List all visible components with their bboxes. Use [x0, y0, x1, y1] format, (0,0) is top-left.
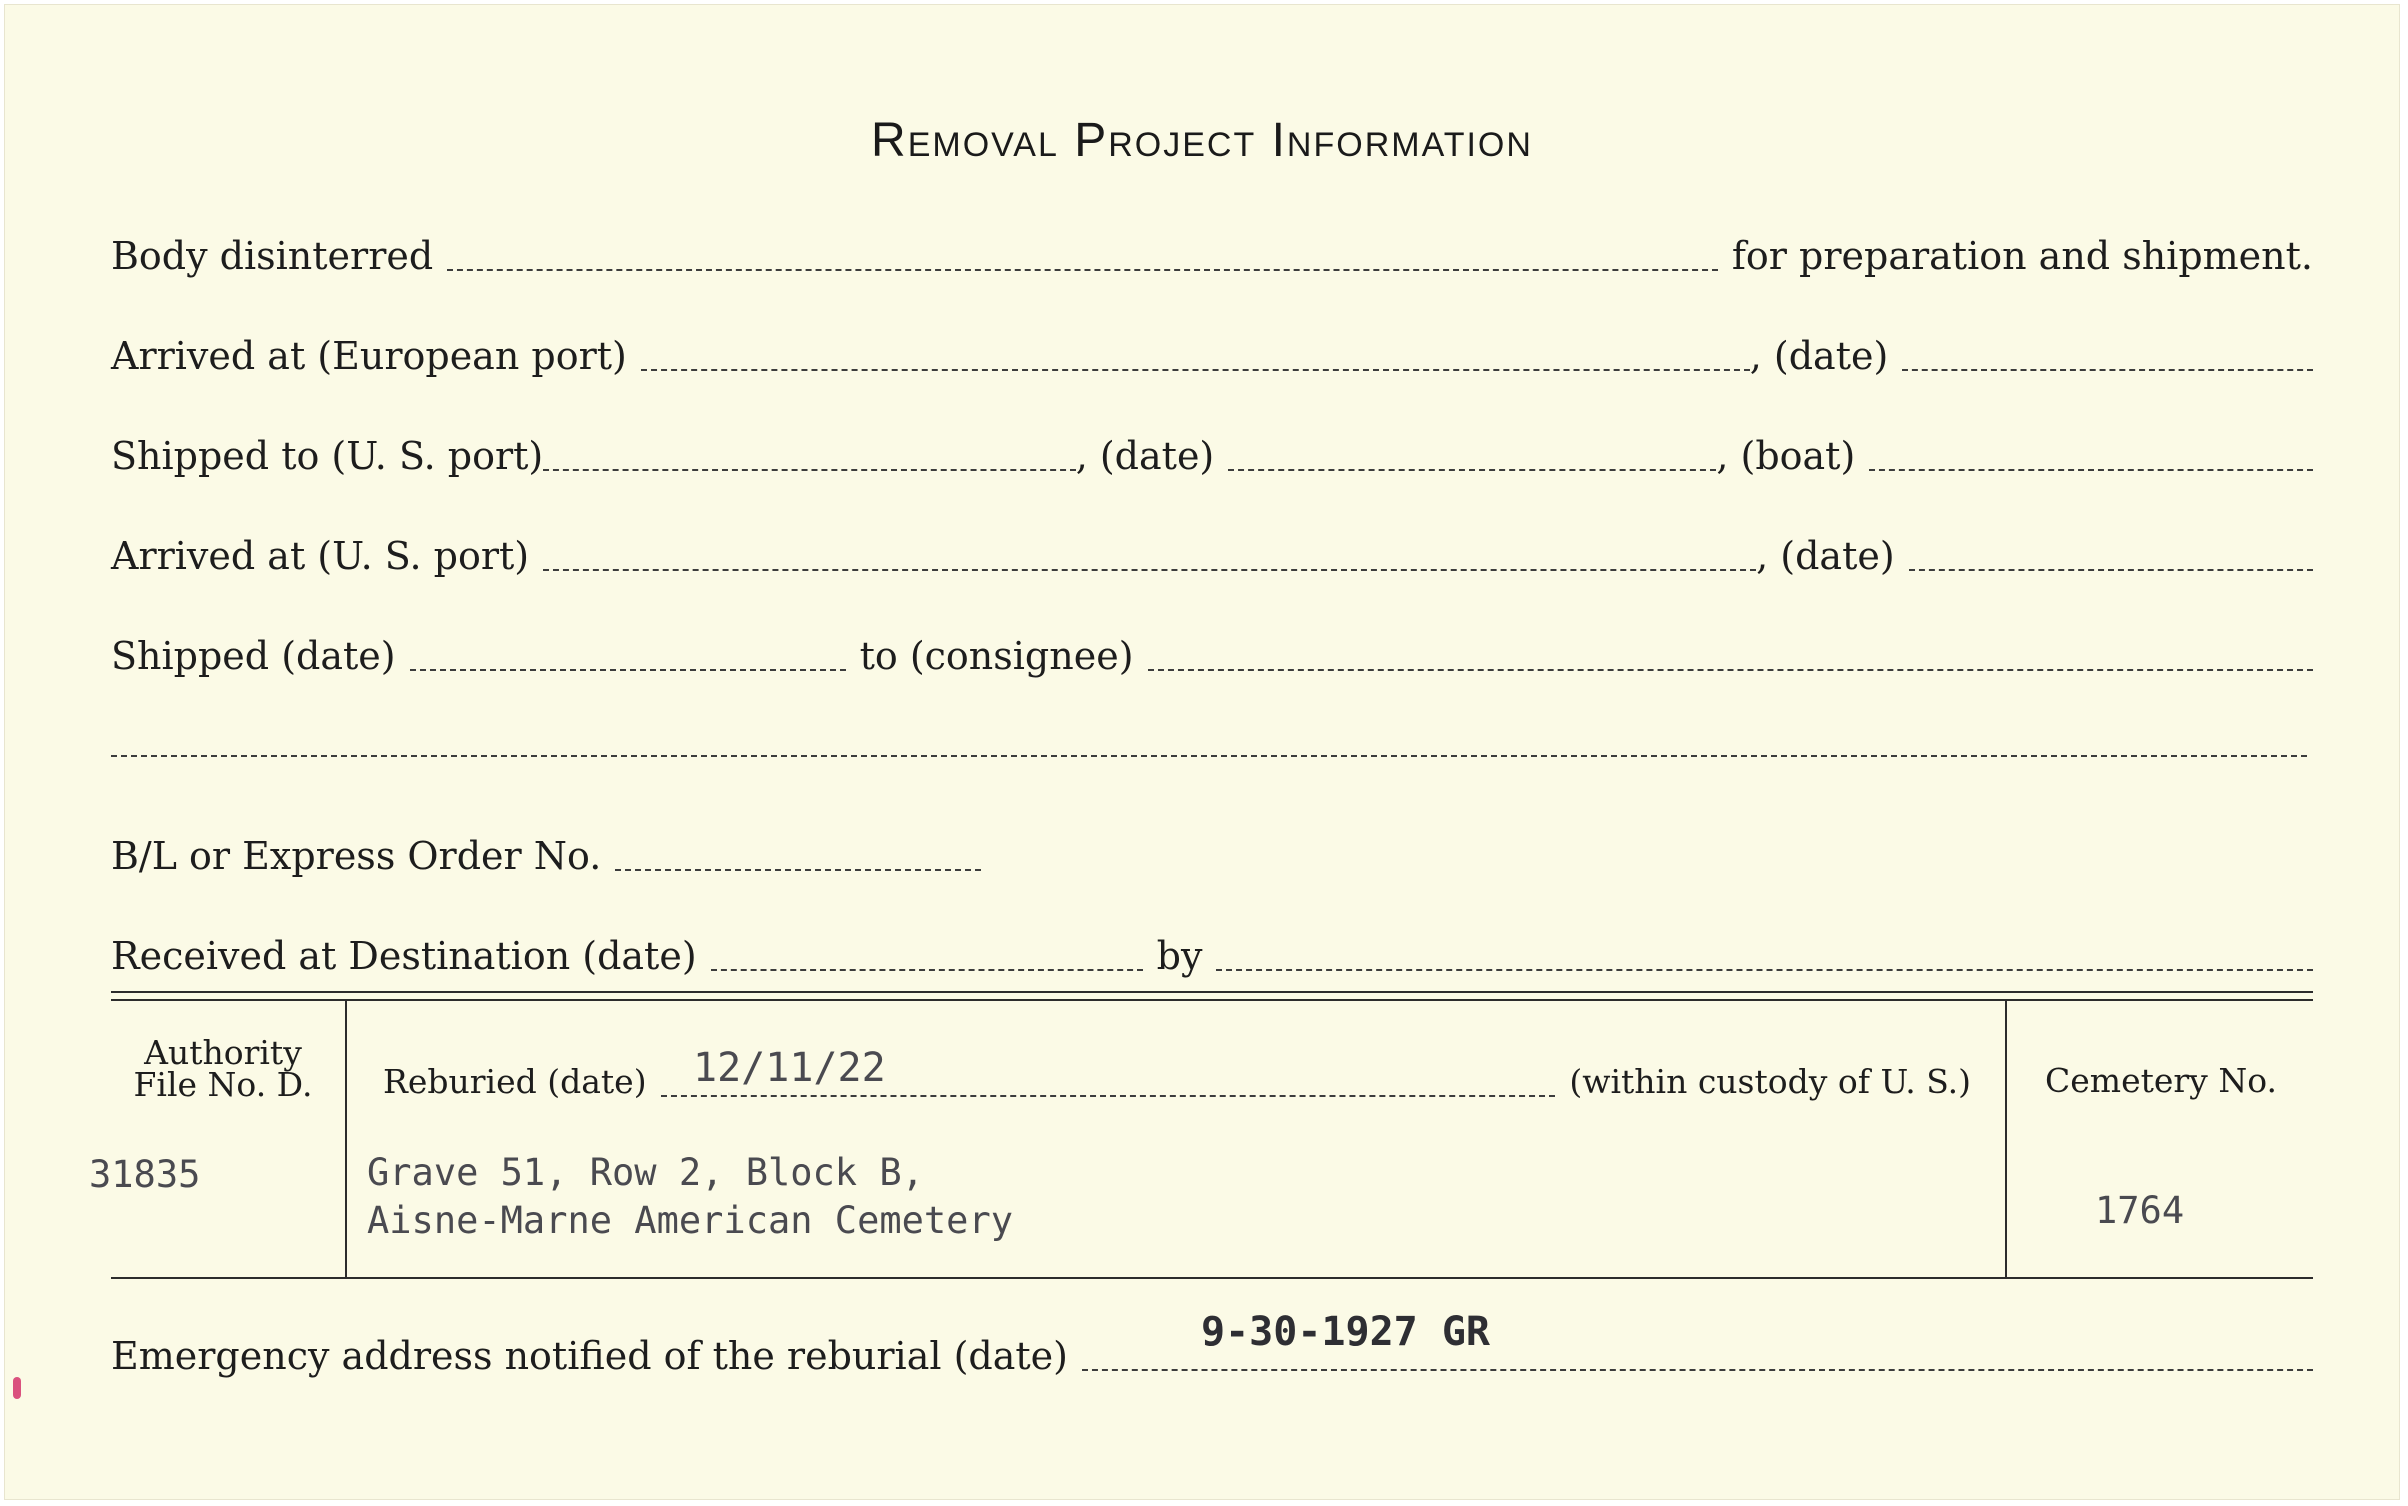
record-card	[4, 4, 2400, 1500]
shipped-us-label: Shipped to (U. S. port)	[111, 434, 544, 478]
consignee-continuation-row	[111, 717, 2307, 767]
arrived-us-date-field[interactable]	[1909, 569, 2313, 571]
body-disinterred-row	[111, 231, 2313, 281]
consignee-field[interactable]	[1148, 669, 2313, 671]
shipped-us-date-field[interactable]	[1228, 469, 1716, 471]
body-disinterred-suffix: for preparation and shipment.	[1731, 234, 2313, 278]
shipped-us-date-label: , (date)	[1075, 434, 1215, 478]
arrived-european-row	[111, 331, 2313, 381]
shipped-us-boat-label: , (boat)	[1716, 434, 1856, 478]
body-disinterred-field[interactable]	[447, 269, 1718, 271]
reburied-date-value: 12/11/22	[693, 1045, 886, 1091]
reburied-label: Reburied (date)	[383, 1062, 647, 1101]
shipped-us-row	[111, 431, 2313, 481]
emergency-date-field[interactable]	[1082, 1369, 2313, 1371]
shipped-us-boat-field[interactable]	[1869, 469, 2313, 471]
shipped-date-label: Shipped (date)	[111, 634, 396, 678]
bl-order-label: B/L or Express Order No.	[111, 834, 602, 878]
cemetery-label: Cemetery No.	[2045, 1061, 2277, 1100]
emergency-label: Emergency address notified of the reburial (date)	[111, 1334, 1068, 1378]
authority-file-number: 31835	[89, 1153, 201, 1196]
received-by-label: by	[1156, 934, 1203, 978]
consignee-continuation-field[interactable]	[111, 755, 2307, 757]
grave-location-line2: Aisne-Marne American Cemetery	[367, 1199, 1014, 1242]
cemetery-number: 1764	[2095, 1189, 2185, 1232]
arrived-european-label: Arrived at (European port)	[111, 334, 627, 378]
bl-order-row	[111, 831, 981, 881]
table-bottom-rule	[111, 1277, 2313, 1279]
authority-label-line1: Authority	[144, 1033, 302, 1072]
cemetery-divider	[2005, 1001, 2007, 1277]
grave-location-line1: Grave 51, Row 2, Block B,	[367, 1151, 924, 1194]
received-date-field[interactable]	[711, 969, 1143, 971]
table-top-rule	[111, 991, 2313, 993]
arrived-us-date-label: , (date)	[1756, 534, 1895, 578]
arrived-us-row	[111, 531, 2313, 581]
consignee-label: to (consignee)	[859, 634, 1134, 678]
emergency-date-value: 9-30-1927 GR	[1201, 1309, 1490, 1355]
body-disinterred-label: Body disinterred	[111, 234, 434, 278]
shipped-date-field[interactable]	[410, 669, 846, 671]
received-label: Received at Destination (date)	[111, 934, 697, 978]
reburied-date-field[interactable]	[661, 1095, 1556, 1097]
form-title: Removal Project Information	[871, 114, 1533, 167]
arrived-european-port-field[interactable]	[641, 369, 1750, 371]
authority-label-line2: File No. D.	[133, 1065, 313, 1104]
received-row	[111, 931, 2313, 981]
arrived-us-port-field[interactable]	[543, 569, 1756, 571]
arrived-us-label: Arrived at (U. S. port)	[111, 534, 530, 578]
received-by-field[interactable]	[1216, 969, 2313, 971]
reburied-custody-note: (within custody of U. S.)	[1569, 1062, 1971, 1101]
table-top-rule-2	[111, 999, 2313, 1001]
bl-order-field[interactable]	[615, 869, 981, 871]
arrived-european-date-label: , (date)	[1749, 334, 1889, 378]
authority-divider	[345, 1001, 347, 1277]
reburied-row	[383, 1057, 1971, 1107]
arrived-european-date-field[interactable]	[1902, 369, 2313, 371]
ink-mark	[13, 1377, 21, 1399]
shipped-date-row	[111, 631, 2313, 681]
shipped-us-port-field[interactable]	[543, 469, 1075, 471]
